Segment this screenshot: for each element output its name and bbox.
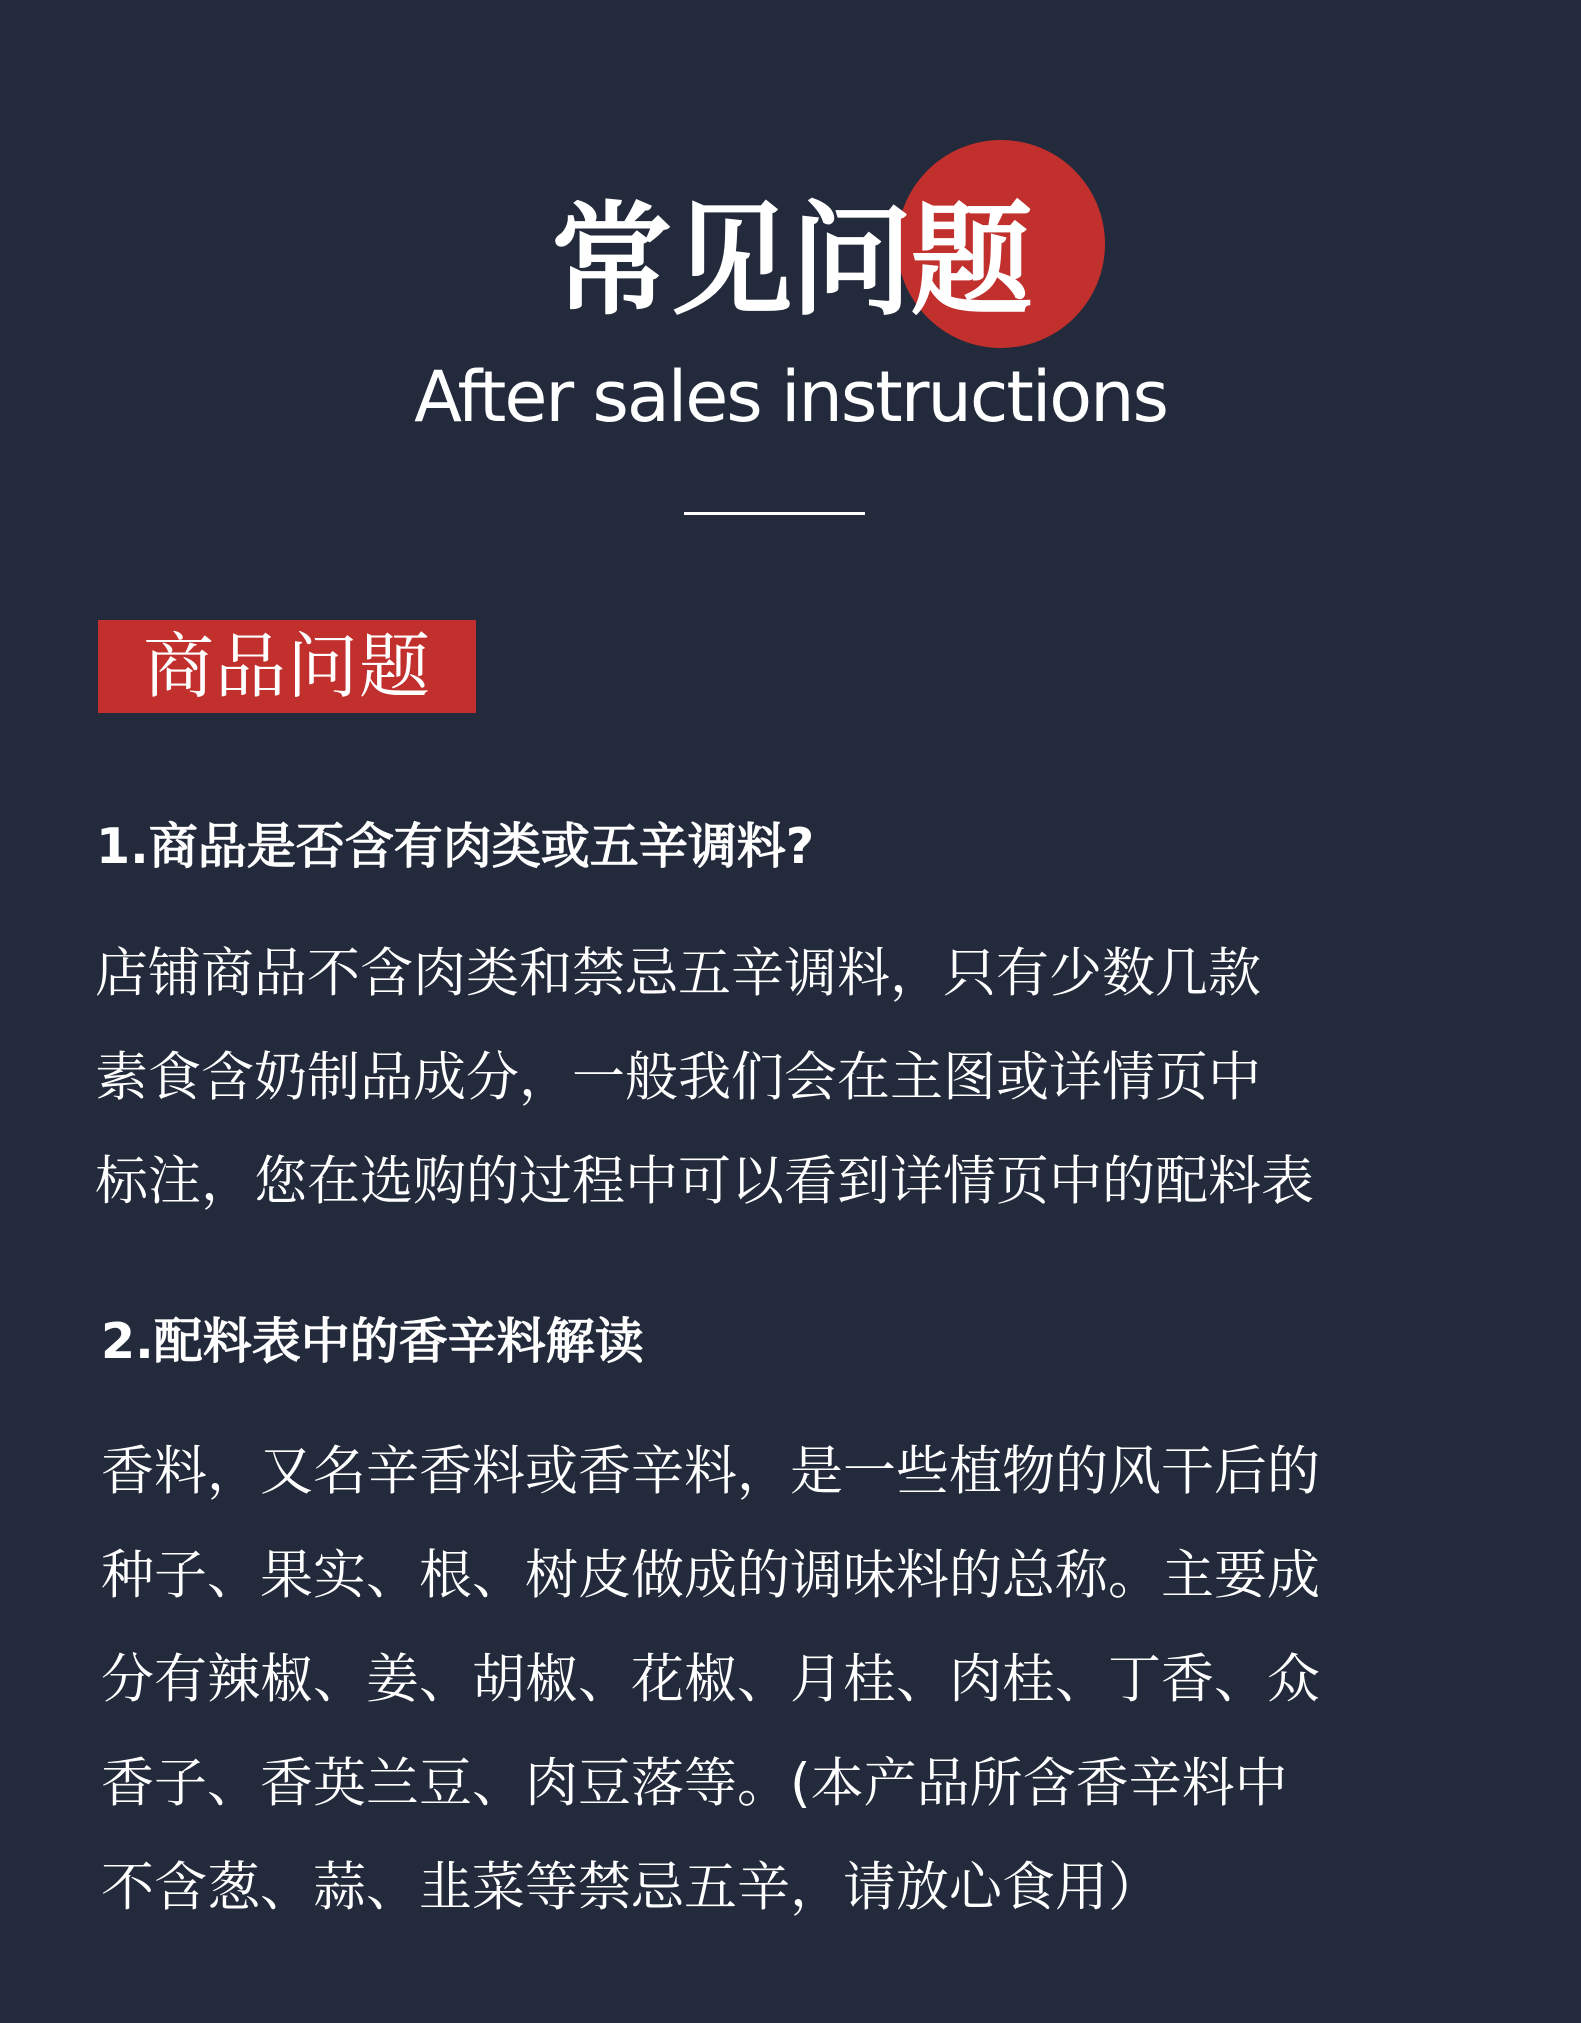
faq-answer-2-line: 分有辣椒、姜、胡椒、花椒、月桂、肉桂、丁香、众 bbox=[101, 1649, 1320, 1710]
faq-answer-2 bbox=[101, 1420, 1320, 1940]
faq-answer-2-line: 香料，又名辛香料或香辛料，是一些植物的风干后的 bbox=[101, 1441, 1320, 1502]
faq-answer-1 bbox=[95, 922, 1314, 1234]
faq-answer-1-line: 标注，您在选购的过程中可以看到详情页中的配料表 bbox=[95, 1151, 1314, 1212]
faq-answer-2-line: 种子、果实、根、树皮做成的调味料的总称。主要成 bbox=[101, 1545, 1320, 1606]
title-divider bbox=[684, 512, 865, 515]
page-subtitle: After sales instructions bbox=[414, 356, 1167, 438]
faq-answer-2-line: 香子、香英兰豆、肉豆落等。(本产品所含香辛料中 bbox=[101, 1753, 1288, 1814]
faq-question-1: 1.商品是否含有肉类或五辛调料? bbox=[96, 818, 815, 875]
faq-answer-2-line: 不含葱、蒜、韭菜等禁忌五辛，请放心食用） bbox=[101, 1857, 1161, 1918]
faq-answer-1-line: 素食含奶制品成分，一般我们会在主图或详情页中 bbox=[95, 1047, 1261, 1108]
faq-answer-1-line: 店铺商品不含肉类和禁忌五辛调料，只有少数几款 bbox=[95, 943, 1261, 1004]
section-tag-product-questions: 商品问题 bbox=[98, 620, 476, 713]
faq-question-2: 2.配料表中的香辛料解读 bbox=[101, 1313, 644, 1370]
page-title: 常见问题 bbox=[550, 190, 1031, 332]
